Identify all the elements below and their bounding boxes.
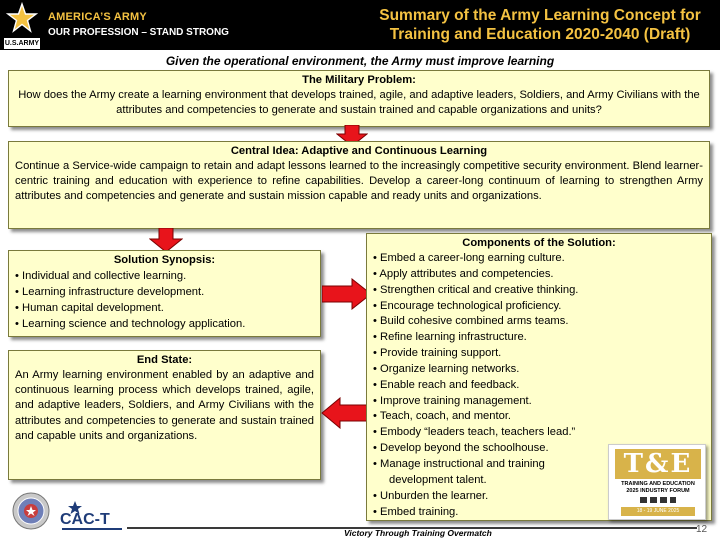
list-item: • Manage instructional and training (373, 457, 545, 470)
brand-motto: OUR PROFESSION – STAND STRONG (48, 27, 229, 38)
list-item: • Embed a career-long earning culture. (373, 252, 565, 264)
army-star-icon (6, 2, 38, 34)
slide-title-line2: Training and Education 2020-2040 (Draft) (389, 26, 691, 43)
list-item: • Encourage technological proficiency. (373, 299, 562, 312)
list-item: • Refine learning infrastructure. (373, 331, 527, 344)
list-item: • Apply attributes and competencies. (373, 267, 554, 280)
military-problem-text: How does the Army create a learning environment that develops trained, agile, and adaptive leaders, Soldiers, and Army Civilians with the attributes and competencies to generate and sustain trained and capable organizations and units? (18, 89, 700, 117)
army-logo (2, 2, 42, 48)
end-state-box (8, 350, 321, 480)
list-item: • Unburden the learner. (373, 489, 489, 502)
list-item: • Enable reach and feedback. (373, 378, 520, 391)
list-item: • Organize learning networks. (373, 362, 520, 375)
header-title-panel (360, 0, 720, 50)
slide-title (360, 6, 720, 44)
forum-logo-icons (639, 496, 677, 504)
slide-title-line1: Summary of the Army Learning Concept for (379, 7, 701, 24)
list-item: • Strengthen critical and creative thinking. (373, 283, 579, 296)
cact-logo-text: CAC-T (60, 511, 110, 528)
list-item: • Embody “leaders teach, teachers lead.” (373, 426, 576, 439)
forum-logo (608, 444, 706, 520)
central-idea-box (8, 141, 710, 229)
list-item: • Learning infrastructure development. (15, 286, 205, 298)
arrow-left-icon (321, 397, 369, 429)
forum-logo-date: 18 - 19 JUNE 2025 (621, 507, 695, 516)
list-item: • Develop beyond the schoolhouse. (373, 442, 549, 455)
list-item: • Learning science and technology application. (15, 318, 246, 330)
list-item: • Human capital development. (15, 302, 164, 314)
list-item: • Teach, coach, and mentor. (373, 410, 512, 423)
list-item: • Improve training management. (373, 394, 532, 407)
solution-synopsis-heading: Solution Synopsis: (113, 254, 216, 266)
header-brand-panel (0, 0, 360, 50)
end-state-heading: End State: (136, 354, 193, 366)
forum-logo-mark: T&E (623, 449, 693, 479)
list-item: • Embed training. (373, 505, 459, 518)
list-item: • Individual and collective learning. (15, 270, 187, 282)
central-idea-text: Continue a Service-wide campaign to retain and adapt lessons learned to the increasingly competitive security environment. Blend learner-centric training and education with experience to refine capabilities. Develop a career-long continuum of learning to strengthen Army attributes and competencies and generate and sustain mission capable and ready units and organizations. (15, 160, 703, 203)
arrow-right-icon (322, 278, 372, 310)
military-problem-heading: The Military Problem: (302, 74, 416, 86)
components-heading: Components of the Solution: (462, 237, 616, 249)
list-item: • Build cohesive combined arms teams. (373, 315, 569, 328)
list-item: • Provide training support. (373, 347, 502, 360)
military-problem-box (8, 70, 710, 127)
list-item: development talent. (389, 473, 487, 486)
forum-logo-line1: TRAINING AND EDUCATION (621, 481, 695, 487)
army-logo-text: U.S.ARMY (4, 40, 40, 47)
forum-logo-line2: 2025 INDUSTRY FORUM (626, 488, 690, 494)
page-number: 12 (696, 524, 708, 535)
solution-synopsis-box (8, 250, 321, 337)
brand-tagline: AMERICA’S ARMY (48, 11, 147, 23)
end-state-text: An Army learning environment enabled by an adaptive and continuous learning process which develops trained, agile, and adaptive leaders, Soldiers, and Army Civilians with the attributes and competencies to generate and sustain trained and capable units and organizations. (15, 369, 314, 442)
footer-motto: Victory Through Training Overmatch (344, 528, 492, 538)
solution-synopsis-list (15, 268, 314, 332)
slide-header (0, 0, 720, 50)
slide-subtitle: Given the operational environment, the Army must improve learning (165, 54, 555, 68)
central-idea-heading: Central Idea: Adaptive and Continuous Learning (230, 145, 488, 157)
command-seal-icon (12, 492, 50, 530)
